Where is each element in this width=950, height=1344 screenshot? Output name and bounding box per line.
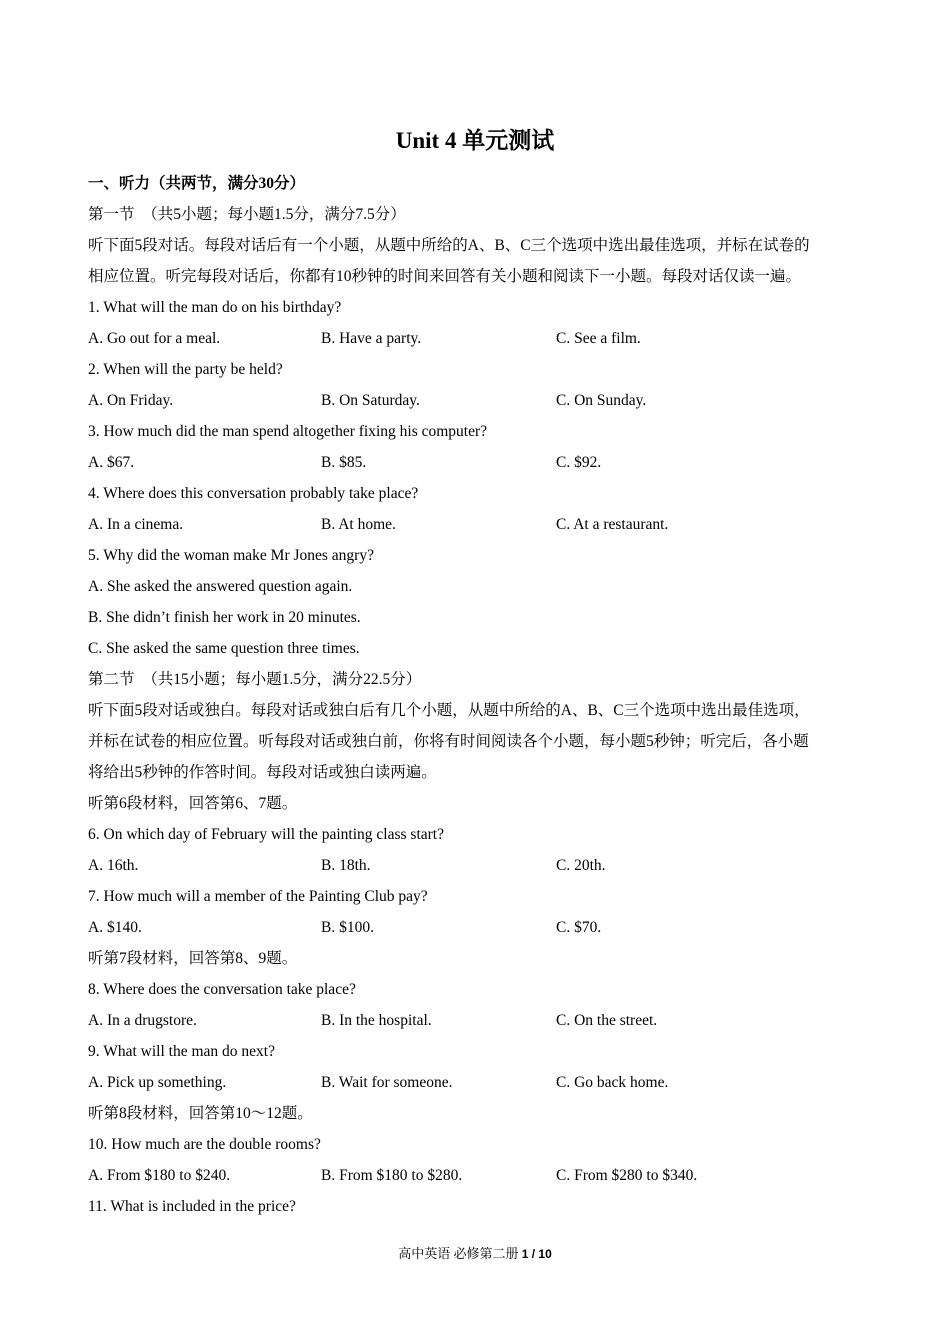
page-title: Unit 4 单元测试 bbox=[395, 128, 555, 153]
question-7: 7. How much will a member of the Painting Club pay? bbox=[88, 888, 428, 905]
options-row-2 bbox=[88, 385, 878, 416]
option-c: C. On the street. bbox=[556, 1012, 658, 1029]
part1-instructions-line: 听下面5段对话。每段对话后有一个小题，从题中所给的A、B、C三个选项中选出最佳选项，并标在试卷的 bbox=[88, 237, 810, 254]
option-c: C. $70. bbox=[556, 919, 602, 936]
page-number: 1 / 10 bbox=[521, 1247, 552, 1261]
options-row-9 bbox=[88, 1067, 878, 1098]
part2-heading: 第二节 （共15小题；每小题1.5分，满分22.5分） bbox=[88, 671, 422, 688]
option-c: C. At a restaurant. bbox=[556, 516, 669, 533]
footer-course: 高中英语 必修第二册 bbox=[398, 1246, 519, 1261]
question-11: 11. What is included in the price? bbox=[88, 1198, 296, 1215]
options-row-1 bbox=[88, 323, 878, 354]
option-c: C. From $280 to $340. bbox=[556, 1167, 698, 1184]
material-note-8: 听第8段材料，回答第10～12题。 bbox=[88, 1105, 313, 1122]
page-footer bbox=[0, 1244, 950, 1264]
part2-instructions-line: 将给出5秒钟的作答时间。每段对话或独白读两遍。 bbox=[88, 764, 437, 781]
option-a: A. Pick up something. bbox=[88, 1074, 227, 1091]
option-b: B. 18th. bbox=[321, 857, 371, 874]
material-note-7: 听第7段材料，回答第8、9题。 bbox=[88, 950, 298, 967]
option-b: B. $85. bbox=[321, 454, 367, 471]
option-a: A. $140. bbox=[88, 919, 142, 936]
option-c: C. She asked the same question three times. bbox=[88, 640, 360, 657]
question-1: 1. What will the man do on his birthday? bbox=[88, 299, 342, 316]
option-a: A. $67. bbox=[88, 454, 135, 471]
option-b: B. At home. bbox=[321, 516, 396, 533]
option-c: C. $92. bbox=[556, 454, 602, 471]
option-a: A. She asked the answered question again. bbox=[88, 578, 353, 595]
question-9: 9. What will the man do next? bbox=[88, 1043, 275, 1060]
option-a: A. Go out for a meal. bbox=[88, 330, 221, 347]
option-a: A. In a cinema. bbox=[88, 516, 184, 533]
option-b: B. From $180 to $280. bbox=[321, 1167, 463, 1184]
options-row-8 bbox=[88, 1005, 878, 1036]
options-row-4 bbox=[88, 509, 878, 540]
option-c: C. Go back home. bbox=[556, 1074, 669, 1091]
part1-instructions-line: 相应位置。听完每段对话后，你都有10秒钟的时间来回答有关小题和阅读下一小题。每段对话仅读一遍。 bbox=[88, 268, 802, 285]
option-b: B. In the hospital. bbox=[321, 1012, 432, 1029]
option-b: B. On Saturday. bbox=[321, 392, 420, 409]
question-3: 3. How much did the man spend altogether fixing his computer? bbox=[88, 423, 488, 440]
question-4: 4. Where does this conversation probably take place? bbox=[88, 485, 419, 502]
section-heading-listening: 一、听力（共两节，满分30分） bbox=[88, 175, 306, 192]
option-c: C. 20th. bbox=[556, 857, 606, 874]
part2-instructions-line: 并标在试卷的相应位置。听每段对话或独白前，你将有时间阅读各个小题，每小题5秒钟；听完后，各小题 bbox=[88, 733, 809, 750]
options-row-6 bbox=[88, 850, 878, 881]
option-b: B. Wait for someone. bbox=[321, 1074, 453, 1091]
material-note-6: 听第6段材料，回答第6、7题。 bbox=[88, 795, 298, 812]
options-row-3 bbox=[88, 447, 878, 478]
question-6: 6. On which day of February will the painting class start? bbox=[88, 826, 444, 843]
option-b: B. Have a party. bbox=[321, 330, 422, 347]
option-a: A. In a drugstore. bbox=[88, 1012, 197, 1029]
page-body bbox=[88, 168, 878, 1222]
question-10: 10. How much are the double rooms? bbox=[88, 1136, 321, 1153]
options-row-7 bbox=[88, 912, 878, 943]
options-row-10 bbox=[88, 1160, 878, 1191]
question-5: 5. Why did the woman make Mr Jones angry? bbox=[88, 547, 374, 564]
option-b: B. She didn’t finish her work in 20 minutes. bbox=[88, 609, 361, 626]
option-a: A. On Friday. bbox=[88, 392, 174, 409]
part2-instructions-line: 听下面5段对话或独白。每段对话或独白后有几个小题，从题中所给的A、B、C三个选项中选出最佳选项， bbox=[88, 702, 810, 719]
option-a: A. From $180 to $240. bbox=[88, 1167, 231, 1184]
question-2: 2. When will the party be held? bbox=[88, 361, 283, 378]
option-b: B. $100. bbox=[321, 919, 374, 936]
question-8: 8. Where does the conversation take place? bbox=[88, 981, 356, 998]
part1-heading: 第一节 （共5小题；每小题1.5分，满分7.5分） bbox=[88, 206, 406, 223]
option-a: A. 16th. bbox=[88, 857, 139, 874]
option-c: C. See a film. bbox=[556, 330, 641, 347]
option-c: C. On Sunday. bbox=[556, 392, 647, 409]
